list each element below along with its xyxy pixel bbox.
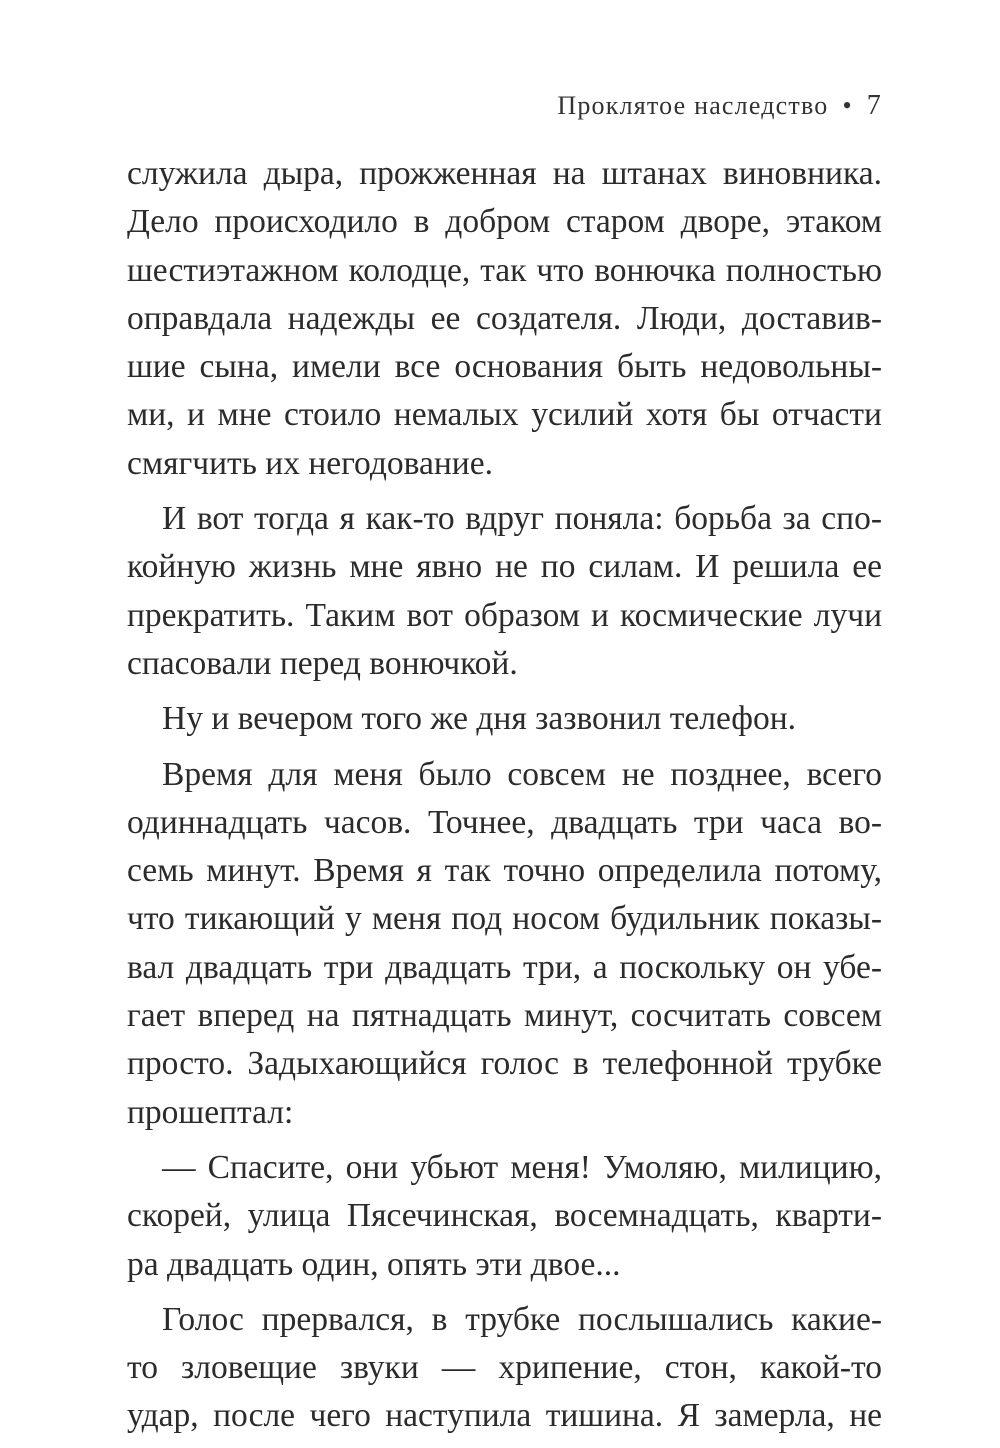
text-line: одиннадцать часов. Точнее, двадцать три часа во- — [127, 803, 882, 841]
paragraph — [127, 695, 882, 743]
text-line: удар, после чего наступила тишина. Я замерла, не — [127, 1397, 882, 1435]
book-title: Проклятое наследство — [557, 91, 829, 120]
text-line: шестиэтажном колодце, так что вонючка полностью — [127, 251, 882, 289]
text-line: спасовали перед вонючкой. — [127, 644, 518, 682]
text-line: прошептал: — [127, 1093, 294, 1131]
text-line: ра двадцать один, опять эти двое... — [127, 1245, 621, 1283]
text-line: гает вперед на пятнадцать минут, сосчитать совсем — [127, 997, 882, 1035]
text-line: ми, и мне стоило немалых усилий хотя бы отчасти — [127, 396, 882, 434]
text-line: Дело происходило в добром старом дворе, этаком — [127, 203, 882, 241]
paragraph — [127, 495, 882, 688]
paragraph — [127, 751, 882, 1137]
text-line: — Спасите, они убьют меня! Умоляю, милицию, — [162, 1148, 882, 1186]
text-line: койную жизнь мне явно не по силам. И решила ее — [127, 548, 882, 586]
text-line: Ну и вечером того же дня зазвонил телефон. — [162, 700, 796, 738]
text-line: то зловещие звуки — хрипение, стон, какой-то — [127, 1349, 882, 1387]
page-body — [127, 150, 882, 1448]
header-bullet: • — [842, 91, 853, 120]
text-line: прекратить. Таким вот образом и космические лучи — [127, 596, 882, 634]
text-line: шие сына, имели все основания быть недовольны- — [127, 348, 882, 386]
paragraph — [127, 150, 882, 488]
running-header — [557, 90, 882, 122]
text-line: Голос прервался, в трубке послышались какие- — [162, 1300, 882, 1338]
text-line: вал двадцать три двадцать три, а поскольку он убе- — [127, 948, 882, 986]
text-line: просто. Задыхающийся голос в телефонной трубке — [127, 1045, 882, 1083]
text-line: оправдала надежды ее создателя. Люди, доставив- — [127, 299, 882, 337]
text-line: скорей, улица Пясечинская, восемнадцать, кварти- — [127, 1197, 882, 1235]
text-line: И вот тогда я как-то вдруг поняла: борьба за спо- — [162, 500, 882, 538]
text-line: Время для меня было совсем не позднее, всего — [162, 755, 882, 793]
paragraph — [127, 1144, 882, 1289]
text-line: семь минут. Время я так точно определила потому, — [127, 852, 882, 890]
text-line: служила дыра, прожженная на штанах виновника. — [127, 155, 882, 192]
paragraph — [127, 1296, 882, 1441]
text-line: смягчить их негодование. — [127, 444, 493, 482]
text-line: что тикающий у меня под носом будильник показы- — [127, 900, 882, 938]
page-number: 7 — [866, 90, 882, 121]
